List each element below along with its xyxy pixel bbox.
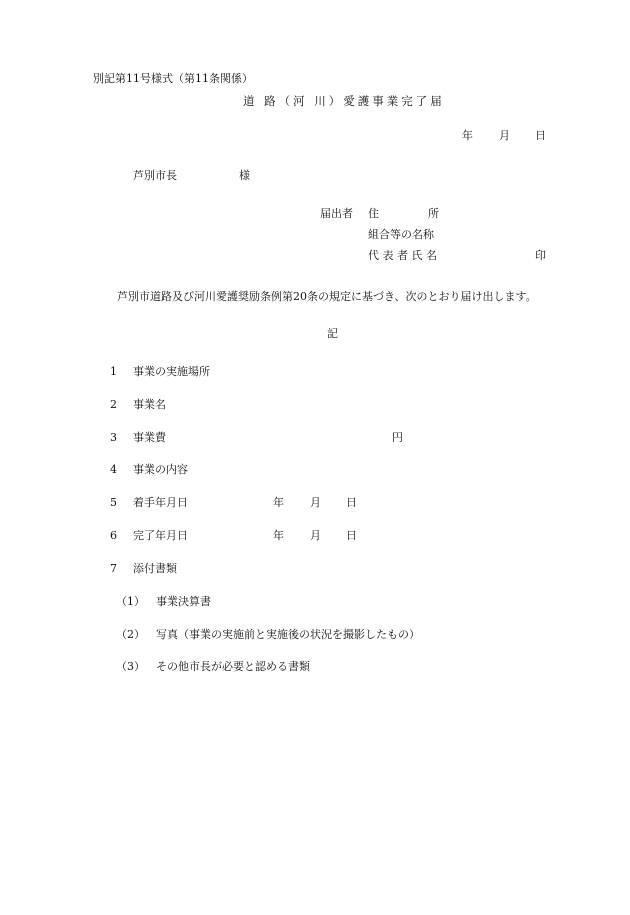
item-label: 事業名 <box>133 398 166 411</box>
item-number: 1 <box>110 365 117 378</box>
address-label-part2: 所 <box>428 207 439 220</box>
item-number: 2 <box>110 398 117 411</box>
completion-day-label: 日 <box>346 529 357 542</box>
item-label: 事業費 <box>133 431 166 444</box>
completion-year-label: 年 <box>273 529 284 542</box>
attachment-number: （2） <box>116 628 145 641</box>
addressee-name: 芦別市長 <box>133 169 177 182</box>
seal-mark: 印 <box>535 249 546 262</box>
form-number: 別記第11号様式（第11条関係） <box>93 72 253 85</box>
ki-heading: 記 <box>327 327 338 340</box>
item-label: 完了年月日 <box>133 529 188 542</box>
date-year-label: 年 <box>462 129 473 142</box>
organization-name-label: 組合等の名称 <box>368 228 434 241</box>
date-day-label: 日 <box>535 129 546 142</box>
start-day-label: 日 <box>346 496 357 509</box>
attachment-label: その他市長が必要と認める書類 <box>156 660 310 673</box>
statement-text: 芦別市道路及び河川愛護奨励条例第20条の規定に基づき、次のとおり届け出します。 <box>117 290 537 303</box>
attachment-label: 写真（事業の実施前と実施後の状況を撮影したもの） <box>156 628 420 641</box>
document-title: 道 路（河 川）愛護事業完了届 <box>243 94 445 108</box>
item-number: 5 <box>110 496 117 509</box>
start-month-label: 月 <box>310 496 321 509</box>
addressee-honorific: 様 <box>239 169 250 182</box>
item-number: 7 <box>110 562 117 575</box>
cost-unit: 円 <box>392 431 403 444</box>
attachment-number: （1） <box>116 595 145 608</box>
attachment-number: （3） <box>116 660 145 673</box>
start-year-label: 年 <box>273 496 284 509</box>
item-number: 4 <box>110 463 117 476</box>
attachment-label: 事業決算書 <box>156 595 211 608</box>
representative-name-label: 代 表 者 氏 名 <box>368 249 437 262</box>
applicant-label: 届出者 <box>320 207 353 220</box>
address-label-part1: 住 <box>368 207 379 220</box>
item-label: 着手年月日 <box>133 496 188 509</box>
item-label: 事業の実施場所 <box>133 365 210 378</box>
item-label: 事業の内容 <box>133 463 188 476</box>
date-month-label: 月 <box>499 129 510 142</box>
item-label: 添付書類 <box>133 562 177 575</box>
completion-month-label: 月 <box>310 529 321 542</box>
item-number: 6 <box>110 529 117 542</box>
item-number: 3 <box>110 431 117 444</box>
